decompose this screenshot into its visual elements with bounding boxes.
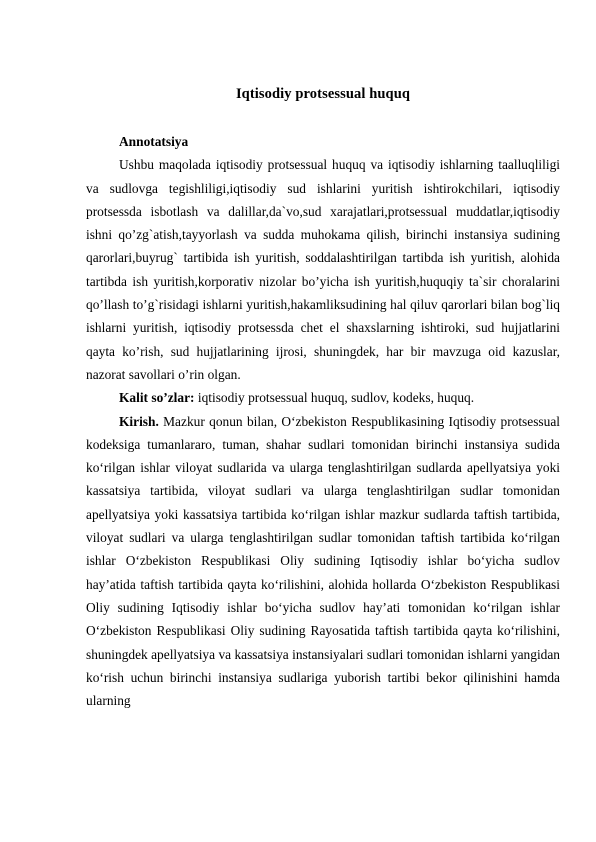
document-title: Iqtisodiy protsessual huquq [235,86,411,102]
annotation-heading: Annotatsiya [119,134,189,149]
annotation-paragraph: Ushbu maqolada iqtisodiy protsessual huquq va iqtisodiy ishlarning taalluqliligi va sudlovga tegishliligi,iqtisodiy sud ishlarini yuritish ishtirokchilari, iqtisodiy protsessda isbotlash va dalillar,da`vo,sud xarajatlari,protsessual muddatlar,iqtisodiy ishni qo’zg`atish,tayyorlash va sudda muhokama qilish, birinchi instansiya sudining qarorlari,buyrug` tartibida ish yuritish, soddalashtirilgan tartibda ish yuritish, alohida tartibda ish yuritish,korporativ nizolar bo’yicha ish yuritish,huquqiy ta`sir choralarini qo’llash to’g`risidagi ishlarni yuritish,hakamliksudining hal qiluv qarorlari bilan bog`liq ishlarni yuritish, iqtisodiy protsessda chet el shaxslarning ishtiroki, sud hujjatlarini qayta ko’rish, sud hujjatlarining ijrosi, shuningdek, har bir mavzuga oid kazuslar, nazorat savollari o’rin olgan. [86,157,560,382]
keywords-label: Kalit so’zlar: [119,390,195,406]
intro-paragraph [86,410,560,713]
keywords-text: iqtisodiy protsessual huquq, sudlov, kodeks, huquq. [194,390,475,406]
keywords-paragraph [86,386,560,409]
intro-label: Kirish. [119,413,159,429]
intro-text: Mazkur qonun bilan, O‘zbekiston Respublikasining Iqtisodiy protsessual kodeksiga tumanlararo, tuman, shahar sudlari tomonidan birinchi instansiya sudida ko‘rilgan ishlar viloyat sudlarida va ularga tenglashtirilgan sudlarda apellyatsiya yoki kassatsiya tartibida, viloyat sudlari va ularga tenglashtirilgan sudlar tomonidan apellyatsiya yoki kassatsiya tartibida ko‘rilgan ishlar mazkur sudlarda taftish tartibida, viloyat sudlari va ularga tenglashtirilgan sudlar tomonidan taftish tartibida ko‘rilgan ishlar O‘zbekiston Respublikasi Oliy sudining Iqtisodiy ishlar bo‘yicha sudlov hay’atida taftish tartibida qayta ko‘rilishini, alohida hollarda O‘zbekiston Respublikasi Oliy sudining Iqtisodiy ishlar bo‘yicha sudlov hay’ati tomonidan ko‘rilgan ishlar O‘zbekiston Respublikasi Oliy sudining Rayosatida taftish tartibida qayta ko‘rilishini, shuningdek apellyatsiya va kassatsiya instansiyalari sudlari tomonidan ishlarni yangidan ko‘rish uchun birinchi instansiya sudlariga yuborish tartibi bekor qilinishini hamda ularning [86,413,560,709]
document-body [86,130,560,712]
